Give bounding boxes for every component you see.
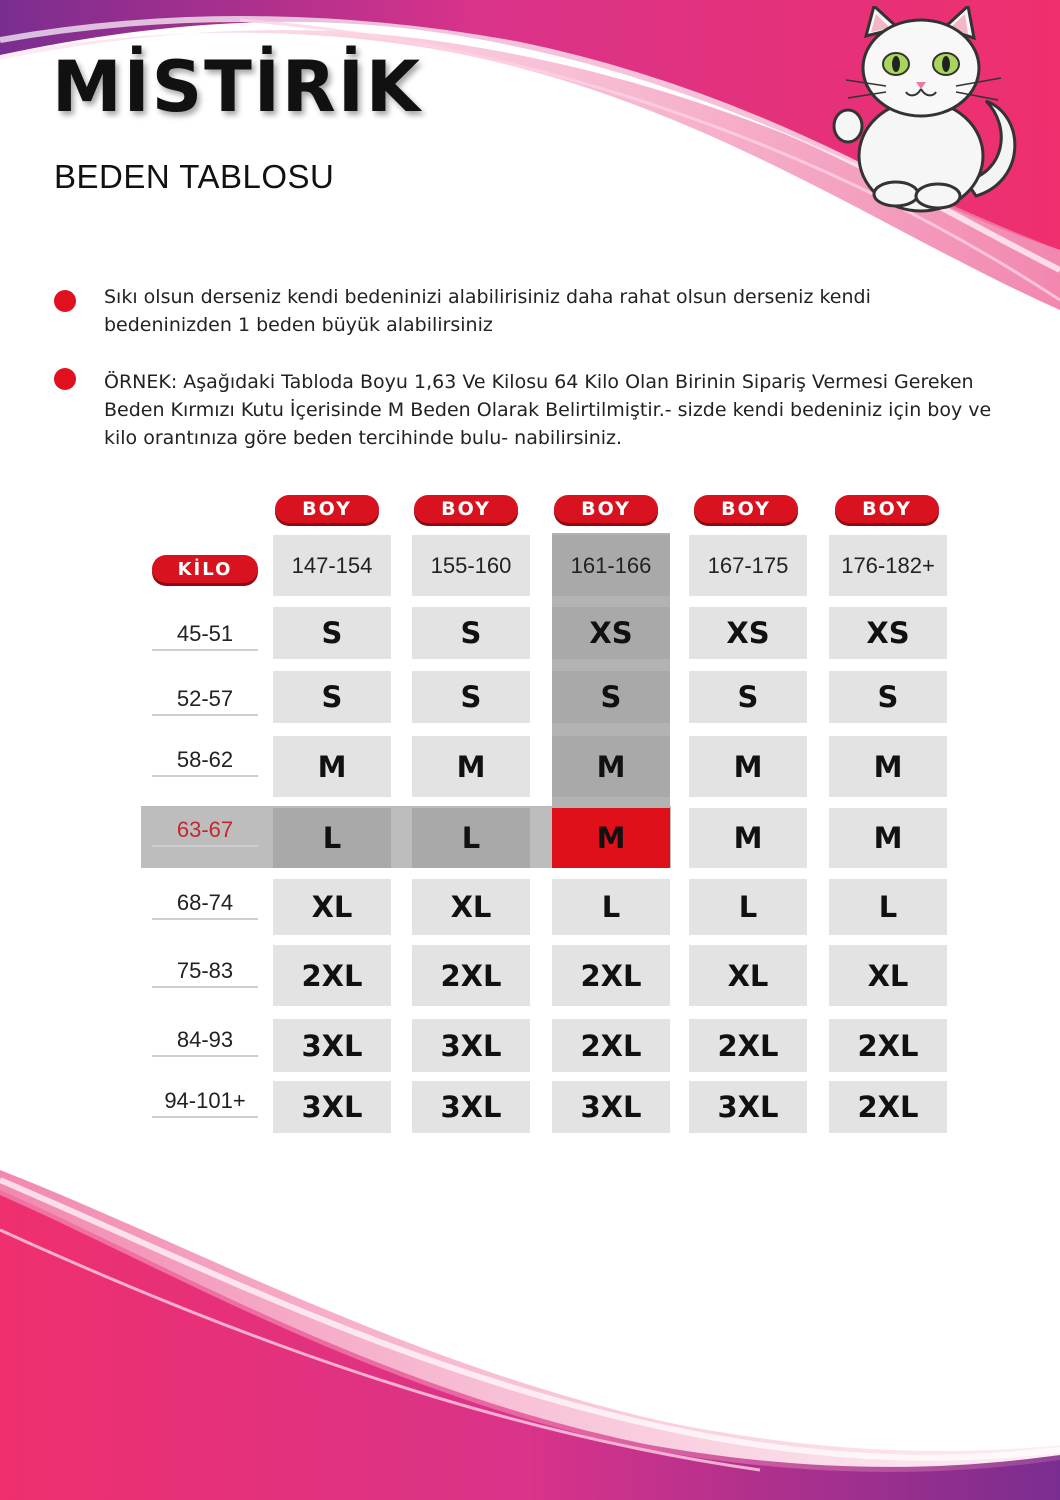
- weight-range-label: 84-93: [152, 1027, 258, 1057]
- size-cell: 2XL: [273, 945, 391, 1006]
- size-cell: XL: [829, 945, 947, 1006]
- size-cell: L: [412, 808, 530, 868]
- height-range-cell: 147-154: [273, 535, 391, 596]
- boy-label-pill: BOY: [275, 495, 379, 523]
- size-cell: S: [689, 671, 807, 723]
- boy-label-pill: BOY: [414, 495, 518, 523]
- bottom-wave-decoration: [0, 1170, 1060, 1500]
- size-cell: M: [829, 736, 947, 797]
- size-cell: S: [829, 671, 947, 723]
- example-size-cell: M: [552, 808, 670, 868]
- size-cell: M: [552, 736, 670, 797]
- kilo-label-pill: KİLO: [152, 555, 258, 583]
- bullet-dot-icon: [54, 368, 76, 390]
- height-range-cell: 176-182+: [829, 535, 947, 596]
- size-cell: S: [412, 607, 530, 659]
- weight-range-label: 68-74: [152, 890, 258, 920]
- size-cell: 3XL: [552, 1081, 670, 1133]
- height-range-cell: 155-160: [412, 535, 530, 596]
- boy-label-pill: BOY: [835, 495, 939, 523]
- weight-range-label: 75-83: [152, 958, 258, 988]
- size-cell: 2XL: [689, 1019, 807, 1072]
- size-cell: 2XL: [829, 1019, 947, 1072]
- size-cell: S: [273, 671, 391, 723]
- size-cell: 3XL: [273, 1019, 391, 1072]
- size-cell: S: [552, 671, 670, 723]
- size-cell: 2XL: [552, 1019, 670, 1072]
- weight-range-label: 58-62: [152, 747, 258, 777]
- example-note-text: ÖRNEK: Aşağıdaki Tabloda Boyu 1,63 Ve Kilosu 64 Kilo Olan Birinin Sipariş Vermesi Gereken Beden Kırmızı Kutu İçerisinde M Beden Olarak Belirtilmiştir.- sizde kendi bedeniniz için boy ve kilo orantınıza göre beden tercihinde bulu- nabilirsiniz.: [104, 371, 992, 449]
- size-cell: 3XL: [412, 1019, 530, 1072]
- size-cell: M: [829, 808, 947, 868]
- size-cell: XS: [829, 607, 947, 659]
- size-cell: 2XL: [412, 945, 530, 1006]
- size-cell: M: [689, 808, 807, 868]
- size-cell: XS: [689, 607, 807, 659]
- cat-mascot-illustration: [826, 6, 1026, 216]
- size-cell: L: [273, 808, 391, 868]
- size-cell: 3XL: [412, 1081, 530, 1133]
- size-cell: M: [689, 736, 807, 797]
- size-cell: 3XL: [273, 1081, 391, 1133]
- note-text: Sıkı olsun derseniz kendi bedeninizi alabilirisiniz daha rahat olsun derseniz kendi bedeninizden 1 beden büyük alabilirsiniz: [104, 286, 871, 336]
- height-range-cell: 167-175: [689, 535, 807, 596]
- size-cell: 2XL: [829, 1081, 947, 1133]
- size-cell: 2XL: [552, 945, 670, 1006]
- weight-range-label: 45-51: [152, 621, 258, 651]
- size-cell: XL: [689, 945, 807, 1006]
- size-cell: L: [829, 879, 947, 935]
- bullet-dot-icon: [54, 290, 76, 312]
- weight-range-label: 52-57: [152, 686, 258, 716]
- size-cell: S: [273, 607, 391, 659]
- size-cell: M: [273, 736, 391, 797]
- weight-range-label: 63-67: [152, 817, 258, 847]
- page-subtitle: BEDEN TABLOSU: [54, 158, 335, 195]
- brand-title: MİSTİRİK: [52, 46, 423, 128]
- size-cell: 3XL: [689, 1081, 807, 1133]
- size-cell: M: [412, 736, 530, 797]
- weight-range-label: 94-101+: [152, 1088, 258, 1118]
- boy-label-pill: BOY: [694, 495, 798, 523]
- size-cell: XL: [412, 879, 530, 935]
- size-cell: XL: [273, 879, 391, 935]
- size-cell: L: [689, 879, 807, 935]
- size-cell: XS: [552, 607, 670, 659]
- size-cell: L: [552, 879, 670, 935]
- height-range-cell: 161-166: [552, 535, 670, 596]
- boy-label-pill: BOY: [554, 495, 658, 523]
- size-cell: S: [412, 671, 530, 723]
